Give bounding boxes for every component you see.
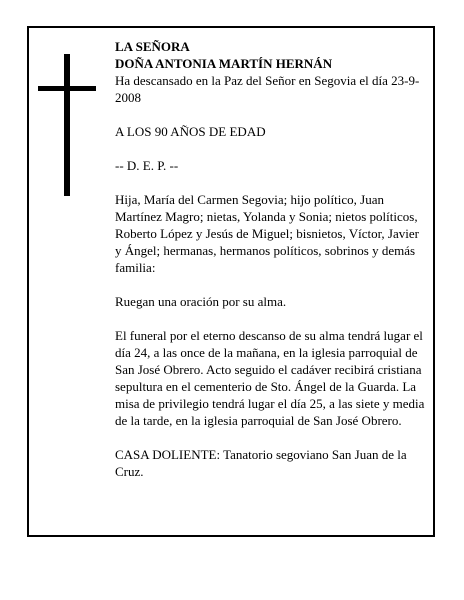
deceased-name: DOÑA ANTONIA MARTÍN HERNÁN [115, 56, 333, 71]
cross-icon-vertical-bar [64, 54, 70, 196]
title-line-1: LA SEÑORA [115, 39, 190, 54]
funeral-paragraph: El funeral por el eterno descanso de su alma tendrá lugar el día 24, a las once de la mañana, en la iglesia parroquial de San José Obrero. Acto seguido el cadáver recibirá cristiana sepultura en el cementerio de Sto. Ángel de la Guarda. La misa de privilegio tendrá lugar el día 25, a las siete y media de la tarde, en la iglesia parroquial de San José Obrero. [115, 328, 425, 428]
family-paragraph: Hija, María del Carmen Segovia; hijo político, Juan Martínez Magro; nietas, Yolanda y Sonia; nietos políticos, Roberto López y Jesús de Miguel; bisnietos, Víctor, Javier y Ángel; hermanas, hermanos políticos, sobrinos y demás familia: [115, 192, 419, 275]
funeral-home-line: CASA DOLIENTE: Tanatorio segoviano San Juan de la Cruz. [115, 447, 407, 479]
rest-announcement: Ha descansado en la Paz del Señor en Segovia el día 23-9-2008 [115, 73, 420, 105]
cross-icon-horizontal-bar [38, 86, 96, 91]
header-block [115, 38, 427, 106]
prayer-line: Ruegan una oración por su alma. [115, 294, 287, 309]
dep-line: -- D. E. P. -- [115, 158, 179, 173]
obituary-content [115, 38, 427, 497]
age-line: A LOS 90 AÑOS DE EDAD [115, 124, 266, 139]
